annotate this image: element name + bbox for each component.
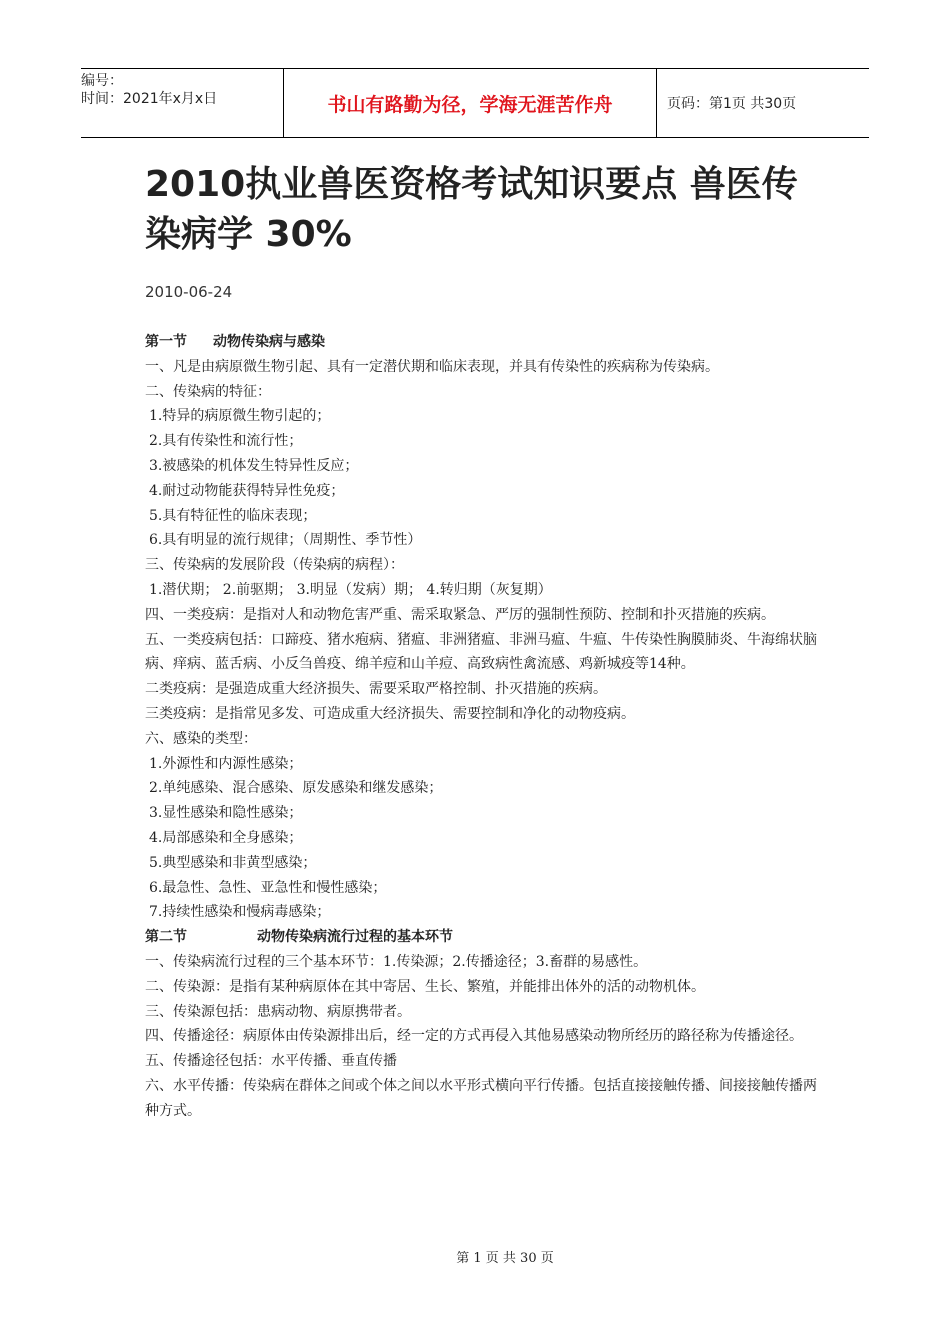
text-line: 四、传播途径：病原体由传染源排出后，经一定的方式再侵入其他易感染动物所经历的路径称为传播途径。 [145,1028,803,1045]
text-line: 三类疫病：是指常见多发、可造成重大经济损失、需要控制和净化的动物疫病。 [145,705,635,722]
number-label: 编号： [81,73,123,89]
text-line: 6.最急性、急性、亚急性和慢性感染； [149,879,387,896]
text-line: 一、凡是由病原微生物引起、具有一定潜伏期和临床表现，并具有传染性的疾病称为传染病。 [145,358,719,375]
text-line: 1.潜伏期； 2.前驱期； 3.明显（发病）期； 4.转归期（灰复期） [149,581,552,598]
text-line: 二、传染病的特征： [145,383,271,400]
text-line: 3.显性感染和隐性感染； [149,805,303,822]
document-body [145,330,825,1124]
section-heading [145,925,825,950]
text-line: 6.具有明显的流行规律；（周期性、季节性） [149,532,422,549]
header-motto: 书山有路勤为径，学海无涯苦作舟 [283,69,657,137]
section-title: 动物传染病与感染 [213,334,325,350]
document-title: 2010执业兽医资格考试知识要点 兽医传染病学 30% [145,164,798,255]
section-2-content [145,950,825,1124]
text-line: 二类疫病：是强造成重大经济损失、需要采取严格控制、扑灭措施的疾病。 [145,681,607,698]
text-line: 2.单纯感染、混合感染、原发感染和继发感染； [149,780,443,797]
text-line: 5.具有特征性的临床表现； [149,507,317,524]
text-line: 五、一类疫病包括：口蹄疫、猪水疱病、猪瘟、非洲猪瘟、非洲马瘟、牛瘟、牛传染性胸膜肺炎、牛海绵状脑病、痒病、蓝舌病、小反刍兽疫、绵羊痘和山羊痘、高致病性禽流感、鸡新城疫等14种。 [145,631,817,673]
text-line: 3.被感染的机体发生特异性反应； [149,457,359,474]
time-label: 时间：2021年x月x日 [81,91,218,107]
text-line: 五、传播途径包括：水平传播、垂直传播 [145,1053,397,1070]
document-date: 2010-06-24 [145,283,233,301]
text-line: 1.特异的病原微生物引起的； [149,408,331,425]
text-line: 三、传染病的发展阶段（传染病的病程）： [145,557,404,574]
section-heading [145,330,825,355]
text-line: 7.持续性感染和慢病毒感染； [149,904,331,921]
text-line: 二、传染源：是指有某种病原体在其中寄居、生长、繁殖，并能排出体外的活的动物机体。 [145,978,705,995]
text-line: 5.典型感染和非黄型感染； [149,854,317,871]
page-footer: 第 1 页 共 30 页 [456,1251,554,1266]
text-line: 四、一类疫病：是指对人和动物危害严重、需采取紧急、严厉的强制性预防、控制和扑灭措施的疾病。 [145,606,775,623]
text-line: 六、感染的类型： [145,730,257,747]
text-line: 三、传染源包括：患病动物、病原携带者。 [145,1003,411,1020]
page-header [81,68,869,138]
header-page-info: 页码：第1页 共30页 [667,96,797,112]
text-line: 一、传染病流行过程的三个基本环节：1.传染源；2.传播途径；3.畜群的易感性。 [145,953,648,970]
text-line: 1.外源性和内源性感染； [149,755,303,772]
text-line: 2.具有传染性和流行性； [149,433,303,450]
text-line: 六、水平传播：传染病在群体之间或个体之间以水平形式横向平行传播。包括直接接触传播、间接接触传播两种方式。 [145,1077,817,1119]
header-left [81,69,283,137]
section-title: 动物传染病流行过程的基本环节 [257,929,453,946]
text-line: 4.耐过动物能获得特异性免疫； [149,482,345,499]
text-line: 4.局部感染和全身感染； [149,829,303,846]
section-number: 第二节 [145,929,187,946]
section-1-content [145,355,825,925]
section-number: 第一节 [145,334,187,350]
